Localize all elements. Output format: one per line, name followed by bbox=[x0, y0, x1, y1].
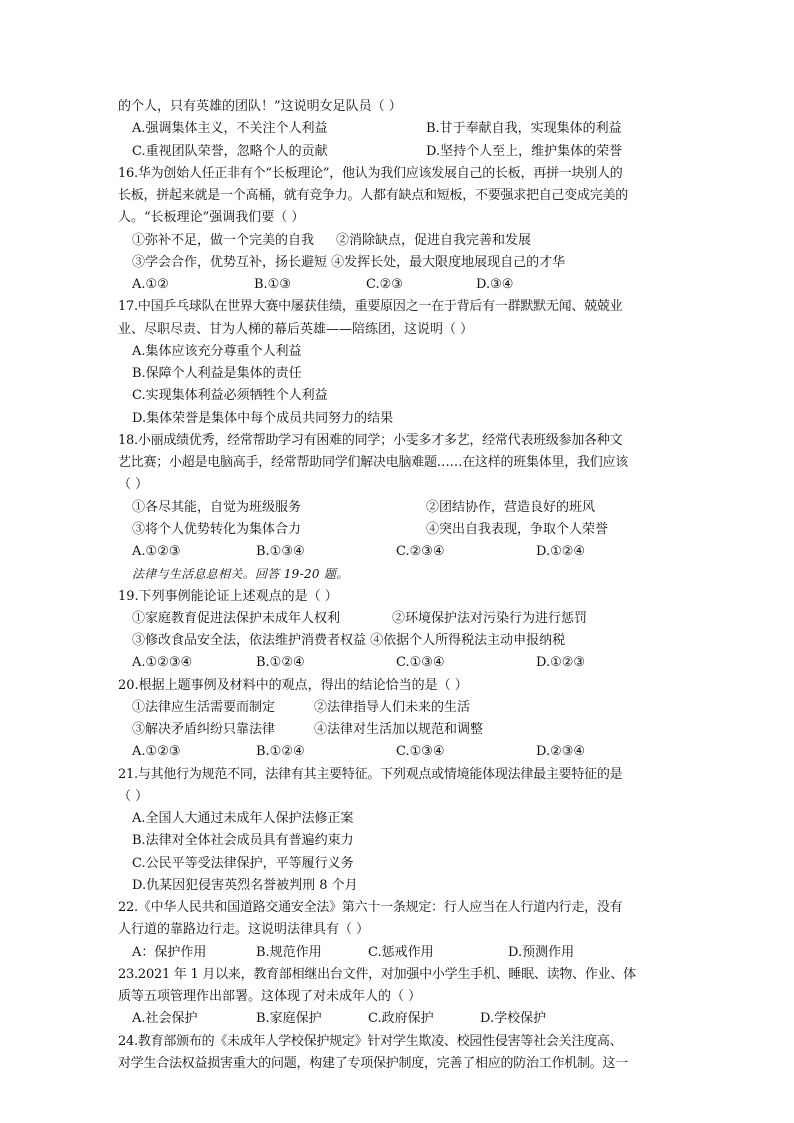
q23-option-a[interactable]: A.社会保护 bbox=[132, 1011, 198, 1027]
q16-option-b[interactable]: B.①③ bbox=[254, 277, 291, 292]
q16-statement-4: ④发挥长处，最大限度地展现自己的才华 bbox=[331, 254, 566, 270]
q16-stem-line1: 16.华为创始人任正非有个“长板理论”，他认为我们应该发展自己的长板，再拼一块别人的 bbox=[118, 165, 623, 181]
questions-block bbox=[118, 96, 678, 1075]
q18-options bbox=[118, 541, 678, 563]
q20-option-a[interactable]: A.①②③ bbox=[132, 744, 181, 760]
q18-option-b[interactable]: B.①③④ bbox=[256, 544, 305, 559]
q22-options bbox=[118, 942, 678, 964]
q16-statements-row2 bbox=[118, 252, 678, 274]
q19-statement-1: ①家庭教育促进法保护未成年人权利 bbox=[132, 610, 341, 626]
q21-option-b[interactable]: B.法律对全体社会成员具有普遍约束力 bbox=[132, 833, 354, 849]
q19-statements-row2 bbox=[118, 630, 678, 652]
q20-statement-4: ④法律对生活加以规范和调整 bbox=[314, 722, 484, 737]
q21-option-c[interactable]: C.公民平等受法律保护，平等履行义务 bbox=[132, 855, 354, 871]
q16-option-c[interactable]: C.②③ bbox=[366, 277, 403, 292]
q18-stem-line2: 艺比赛；小超是电脑高手，经常帮助同学们解决电脑难题……在这样的班集体里，我们应该 bbox=[118, 455, 629, 470]
q16-statement-1: ①弥补不足，做一个完美的自我 bbox=[132, 232, 315, 248]
q15-option-b[interactable]: B.甘于奉献自我，实现集体的利益 bbox=[426, 121, 622, 137]
q19-stem: 19.下列事例能论证上述观点的是（ ） bbox=[118, 588, 338, 604]
q20-option-c[interactable]: C.①③④ bbox=[396, 744, 445, 760]
q20-statement-1: ①法律应生活需要而制定 bbox=[132, 699, 276, 715]
q18-statement-1: ①各尽其能，自觉为班级服务 bbox=[132, 499, 302, 515]
q22-option-a[interactable]: A：保护作用 bbox=[132, 944, 207, 960]
q16-stem-line3: 人。“长板理论”强调我们要（ ） bbox=[118, 210, 305, 226]
q23-option-d[interactable]: D.学校保护 bbox=[480, 1011, 547, 1027]
q22-option-c[interactable]: C.惩戒作用 bbox=[368, 944, 434, 960]
q20-statements-row2 bbox=[118, 719, 678, 741]
q16-option-d[interactable]: D.③④ bbox=[476, 277, 514, 292]
q19-statement-4: ④依据个人所得税法主动申报纳税 bbox=[370, 633, 566, 648]
q18-option-a[interactable]: A.①②③ bbox=[132, 544, 181, 559]
material-note: 法律与生活息息相关。回答 19-20 题。 bbox=[132, 567, 349, 582]
q23-stem-line2: 质等五项管理作出部署。这体现了对未成年人的（ ） bbox=[118, 989, 422, 1004]
q19-option-b[interactable]: B.①②④ bbox=[256, 655, 305, 671]
q19-statement-3: ③修改食品安全法，依法维护消费者权益 bbox=[132, 633, 367, 648]
q17-option-c[interactable]: C.实现集体利益必须牺牲个人利益 bbox=[132, 388, 328, 404]
q24-stem-line2: 对学生合法权益损害重大的问题，构建了专项保护制度，完善了相应的防治工作机制。这一 bbox=[118, 1055, 629, 1071]
q18-statement-3: ③将个人优势转化为集体合力 bbox=[132, 521, 302, 537]
q18-stem-line1: 18.小丽成绩优秀，经常帮助学习有困难的同学；小雯多才多艺，经常代表班级参加各种文 bbox=[118, 432, 623, 448]
q17-option-b[interactable]: B.保障个人利益是集体的责任 bbox=[132, 366, 302, 381]
q21-stem-line1: 21.与其他行为规范不同，法律有其主要特征。下列观点或情境能体现法律最主要特征的是 bbox=[118, 766, 623, 782]
q16-options bbox=[118, 274, 678, 296]
q18-option-d[interactable]: D.①②④ bbox=[536, 544, 586, 559]
q23-option-c[interactable]: C.政府保护 bbox=[368, 1011, 434, 1027]
q20-stem: 20.根据上题事例及材料中的观点，得出的结论恰当的是（ ） bbox=[118, 677, 468, 693]
q15-options-row2 bbox=[118, 141, 678, 163]
q17-stem-line2: 业、尽职尽责、甘为人梯的幕后英雄——陪练团，这说明（ ） bbox=[118, 321, 474, 337]
q19-statement-2: ②环境保护法对污染行为进行惩罚 bbox=[392, 610, 588, 626]
q19-option-a[interactable]: A.①②③④ bbox=[132, 655, 193, 671]
q18-statement-4: ④突出自我表现，争取个人荣誉 bbox=[426, 521, 609, 537]
q22-stem-line2: 人行道的靠路边行走。这说明法律具有（ ） bbox=[118, 922, 370, 938]
q18-option-c[interactable]: C.②③④ bbox=[396, 544, 445, 559]
q20-option-d[interactable]: D.②③④ bbox=[536, 744, 586, 760]
q22-stem-line1: 22.《中华人民共和国道路交通安全法》第六十一条规定：行人应当在人行道内行走，没有 bbox=[118, 900, 623, 915]
q16-stem-line2: 长板，拼起来就是一个高桶，就有竞争力。人都有缺点和短板，不要强求把自己变成完美的 bbox=[118, 188, 629, 203]
q15-option-d[interactable]: D.坚持个人至上，维护集体的荣誉 bbox=[426, 143, 623, 159]
q18-statements-row1 bbox=[118, 497, 678, 519]
q22-option-d[interactable]: D.预测作用 bbox=[508, 944, 575, 960]
q15-option-a[interactable]: A.强调集体主义，不关注个人利益 bbox=[132, 121, 328, 137]
q20-statement-2: ②法律指导人们未来的生活 bbox=[314, 699, 471, 715]
q18-statements-row2 bbox=[118, 519, 678, 541]
q16-statement-3: ③学会合作，优势互补，扬长避短 bbox=[132, 254, 328, 270]
q23-stem-line1: 23.2021 年 1 月以来，教育部相继出台文件，对加强中小学生手机、睡眠、读物、作业、体 bbox=[118, 966, 636, 982]
q23-option-b[interactable]: B.家庭保护 bbox=[256, 1011, 322, 1027]
q19-option-c[interactable]: C.①③④ bbox=[396, 655, 445, 671]
q15-stem: 的个人，只有英雄的团队！”这说明女足队员（ ） bbox=[118, 99, 402, 114]
q16-statement-2: ②消除缺点，促进自我完善和发展 bbox=[336, 232, 532, 248]
q16-statements-row1 bbox=[118, 230, 678, 252]
q20-options bbox=[118, 741, 678, 763]
q20-option-b[interactable]: B.①②④ bbox=[256, 744, 305, 760]
q18-statement-2: ②团结协作，营造良好的班风 bbox=[426, 499, 596, 515]
q16-option-a[interactable]: A.①② bbox=[132, 277, 169, 292]
q15-options-row1 bbox=[118, 118, 678, 140]
q21-option-a[interactable]: A.全国人大通过未成年人保护法修正案 bbox=[132, 811, 354, 826]
q17-stem-line1: 17.中国乒乓球队在世界大赛中屡获佳绩，重要原因之一在于背后有一群默默无闻、兢兢业 bbox=[118, 299, 623, 315]
q17-option-a[interactable]: A.集体应该充分尊重个人利益 bbox=[132, 343, 302, 359]
q19-option-d[interactable]: D.①②③ bbox=[536, 655, 586, 671]
q19-options bbox=[118, 652, 678, 674]
q17-option-d[interactable]: D.集体荣誉是集体中每个成员共同努力的结果 bbox=[132, 410, 394, 426]
q23-options bbox=[118, 1008, 678, 1030]
q20-statement-3: ③解决矛盾纠纷只靠法律 bbox=[132, 722, 276, 737]
q21-stem-line2: （ ） bbox=[118, 788, 149, 804]
q22-option-b[interactable]: B.规范作用 bbox=[256, 944, 322, 960]
q18-stem-line3: （ ） bbox=[118, 477, 149, 493]
q24-stem-line1: 24.教育部颁布的《未成年人学校保护规定》针对学生欺凌、校园性侵害等社会关注度高、 bbox=[118, 1033, 623, 1049]
q21-option-d[interactable]: D.仇某因犯侵害英烈名誉被判刑 8 个月 bbox=[132, 877, 358, 893]
q15-option-c[interactable]: C.重视团队荣誉，忽略个人的贡献 bbox=[132, 143, 328, 159]
q20-statements-row1 bbox=[118, 697, 678, 719]
q19-statements-row1 bbox=[118, 608, 678, 630]
